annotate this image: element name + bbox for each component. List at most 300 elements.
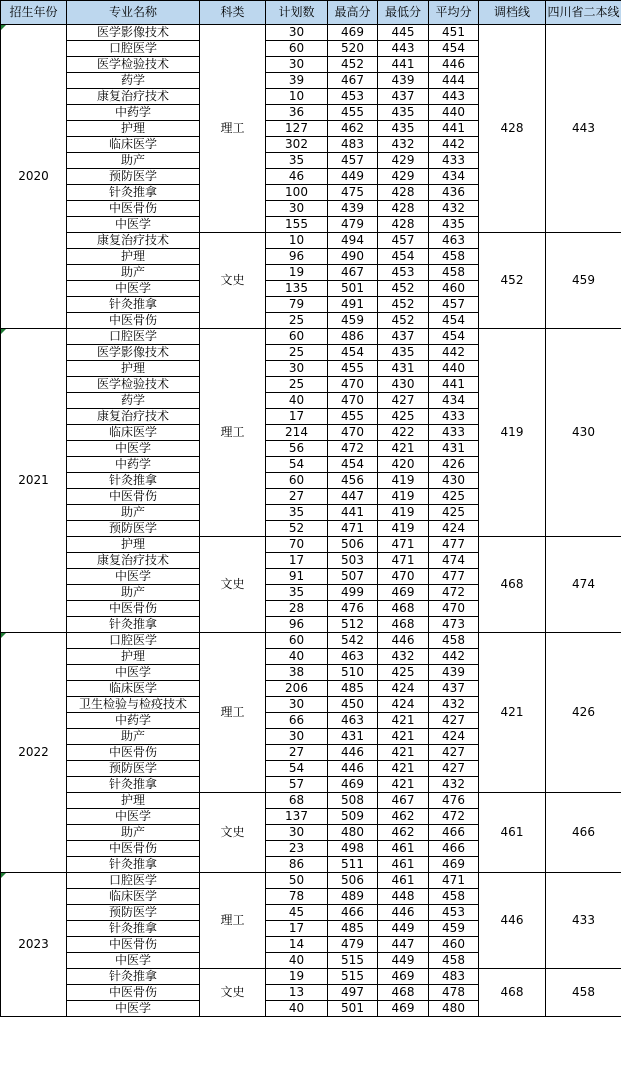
major-cell: 护理 [67,793,200,809]
plan-count-cell: 68 [266,793,328,809]
min-score-cell: 467 [378,793,429,809]
min-score-cell: 431 [378,361,429,377]
major-cell: 中医学 [67,217,200,233]
avg-score-cell: 432 [429,201,479,217]
plan-count-cell: 17 [266,921,328,937]
major-cell: 口腔医学 [67,41,200,57]
avg-score-cell: 441 [429,121,479,137]
min-score-cell: 446 [378,633,429,649]
min-score-cell: 428 [378,217,429,233]
major-cell: 助产 [67,825,200,841]
avg-score-cell: 434 [429,169,479,185]
plan-count-cell: 302 [266,137,328,153]
control-line-cell: 446 [479,873,546,969]
max-score-cell: 511 [328,857,378,873]
max-score-cell: 479 [328,217,378,233]
max-score-cell: 470 [328,393,378,409]
year-cell: 2023 [1,873,67,1017]
major-cell: 针灸推拿 [67,185,200,201]
plan-count-cell: 137 [266,809,328,825]
min-score-cell: 424 [378,697,429,713]
major-cell: 临床医学 [67,137,200,153]
avg-score-cell: 433 [429,153,479,169]
avg-score-cell: 442 [429,137,479,153]
major-cell: 中医学 [67,281,200,297]
table-row [1,25,621,41]
major-cell: 针灸推拿 [67,969,200,985]
plan-count-cell: 38 [266,665,328,681]
min-score-cell: 454 [378,249,429,265]
subject-cell: 文史 [200,537,266,633]
plan-count-cell: 96 [266,617,328,633]
major-cell: 针灸推拿 [67,297,200,313]
min-score-cell: 448 [378,889,429,905]
max-score-cell: 490 [328,249,378,265]
max-score-cell: 497 [328,985,378,1001]
major-cell: 护理 [67,361,200,377]
avg-score-cell: 446 [429,57,479,73]
major-cell: 预防医学 [67,521,200,537]
min-score-cell: 449 [378,921,429,937]
min-score-cell: 445 [378,25,429,41]
avg-score-cell: 444 [429,73,479,89]
plan-count-cell: 30 [266,25,328,41]
plan-count-cell: 45 [266,905,328,921]
min-score-cell: 429 [378,153,429,169]
avg-score-cell: 474 [429,553,479,569]
table-row [1,537,621,553]
avg-score-cell: 458 [429,265,479,281]
max-score-cell: 542 [328,633,378,649]
plan-count-cell: 206 [266,681,328,697]
control-line-cell: 428 [479,25,546,233]
header-major: 专业名称 [67,1,200,25]
major-cell: 卫生检验与检疫技术 [67,697,200,713]
plan-count-cell: 91 [266,569,328,585]
plan-count-cell: 56 [266,441,328,457]
min-score-cell: 432 [378,649,429,665]
avg-score-cell: 441 [429,377,479,393]
min-score-cell: 446 [378,905,429,921]
avg-score-cell: 442 [429,345,479,361]
major-cell: 口腔医学 [67,329,200,345]
max-score-cell: 501 [328,1001,378,1017]
min-score-cell: 421 [378,441,429,457]
plan-count-cell: 25 [266,313,328,329]
control-line-cell: 461 [479,793,546,873]
control-line-cell: 468 [479,969,546,1017]
major-cell: 助产 [67,153,200,169]
min-score-cell: 469 [378,1001,429,1017]
min-score-cell: 419 [378,521,429,537]
max-score-cell: 507 [328,569,378,585]
year-cell: 2021 [1,329,67,633]
plan-count-cell: 25 [266,345,328,361]
avg-score-cell: 459 [429,921,479,937]
max-score-cell: 453 [328,89,378,105]
subject-cell: 文史 [200,793,266,873]
plan-count-cell: 52 [266,521,328,537]
max-score-cell: 459 [328,313,378,329]
avg-score-cell: 443 [429,89,479,105]
major-cell: 临床医学 [67,681,200,697]
plan-count-cell: 30 [266,729,328,745]
province-line-cell: 466 [546,793,621,873]
avg-score-cell: 454 [429,313,479,329]
avg-score-cell: 451 [429,25,479,41]
major-cell: 中医学 [67,1001,200,1017]
header-max-score: 最高分 [328,1,378,25]
plan-count-cell: 214 [266,425,328,441]
plan-count-cell: 135 [266,281,328,297]
avg-score-cell: 436 [429,185,479,201]
province-line-cell: 443 [546,25,621,233]
major-cell: 预防医学 [67,905,200,921]
major-cell: 护理 [67,649,200,665]
avg-score-cell: 434 [429,393,479,409]
major-cell: 中药学 [67,713,200,729]
avg-score-cell: 476 [429,793,479,809]
avg-score-cell: 473 [429,617,479,633]
min-score-cell: 470 [378,569,429,585]
avg-score-cell: 431 [429,441,479,457]
plan-count-cell: 28 [266,601,328,617]
max-score-cell: 509 [328,809,378,825]
min-score-cell: 429 [378,169,429,185]
major-cell: 康复治疗技术 [67,553,200,569]
header-subject: 科类 [200,1,266,25]
min-score-cell: 421 [378,745,429,761]
min-score-cell: 439 [378,73,429,89]
subject-cell: 理工 [200,873,266,969]
major-cell: 中医骨伤 [67,985,200,1001]
major-cell: 口腔医学 [67,633,200,649]
max-score-cell: 498 [328,841,378,857]
max-score-cell: 472 [328,441,378,457]
subject-cell: 理工 [200,633,266,793]
plan-count-cell: 35 [266,585,328,601]
avg-score-cell: 425 [429,489,479,505]
max-score-cell: 457 [328,153,378,169]
avg-score-cell: 435 [429,217,479,233]
avg-score-cell: 427 [429,745,479,761]
control-line-cell: 419 [479,329,546,537]
table-row [1,233,621,249]
avg-score-cell: 426 [429,457,479,473]
min-score-cell: 435 [378,105,429,121]
plan-count-cell: 30 [266,57,328,73]
major-cell: 针灸推拿 [67,857,200,873]
plan-count-cell: 30 [266,201,328,217]
max-score-cell: 431 [328,729,378,745]
max-score-cell: 515 [328,969,378,985]
province-line-cell: 426 [546,633,621,793]
max-score-cell: 446 [328,745,378,761]
major-cell: 护理 [67,249,200,265]
plan-count-cell: 40 [266,1001,328,1017]
plan-count-cell: 40 [266,649,328,665]
avg-score-cell: 478 [429,985,479,1001]
major-cell: 康复治疗技术 [67,89,200,105]
major-cell: 药学 [67,393,200,409]
max-score-cell: 520 [328,41,378,57]
plan-count-cell: 14 [266,937,328,953]
plan-count-cell: 46 [266,169,328,185]
major-cell: 针灸推拿 [67,617,200,633]
max-score-cell: 454 [328,457,378,473]
avg-score-cell: 472 [429,809,479,825]
avg-score-cell: 457 [429,297,479,313]
max-score-cell: 494 [328,233,378,249]
major-cell: 中医学 [67,953,200,969]
avg-score-cell: 454 [429,41,479,57]
major-cell: 中医学 [67,809,200,825]
min-score-cell: 419 [378,505,429,521]
major-cell: 中医骨伤 [67,489,200,505]
max-score-cell: 501 [328,281,378,297]
min-score-cell: 419 [378,473,429,489]
avg-score-cell: 458 [429,889,479,905]
max-score-cell: 463 [328,713,378,729]
avg-score-cell: 425 [429,505,479,521]
plan-count-cell: 50 [266,873,328,889]
max-score-cell: 499 [328,585,378,601]
avg-score-cell: 442 [429,649,479,665]
max-score-cell: 441 [328,505,378,521]
avg-score-cell: 477 [429,537,479,553]
min-score-cell: 469 [378,969,429,985]
major-cell: 助产 [67,585,200,601]
max-score-cell: 491 [328,297,378,313]
subject-cell: 文史 [200,233,266,329]
max-score-cell: 446 [328,761,378,777]
min-score-cell: 453 [378,265,429,281]
plan-count-cell: 19 [266,969,328,985]
major-cell: 药学 [67,73,200,89]
min-score-cell: 461 [378,873,429,889]
major-cell: 医学检验技术 [67,57,200,73]
max-score-cell: 450 [328,697,378,713]
header-control-line: 调档线 [479,1,546,25]
max-score-cell: 485 [328,681,378,697]
avg-score-cell: 471 [429,873,479,889]
avg-score-cell: 433 [429,425,479,441]
avg-score-cell: 440 [429,361,479,377]
plan-count-cell: 100 [266,185,328,201]
min-score-cell: 452 [378,297,429,313]
major-cell: 中医骨伤 [67,201,200,217]
avg-score-cell: 483 [429,969,479,985]
avg-score-cell: 466 [429,825,479,841]
major-cell: 康复治疗技术 [67,409,200,425]
min-score-cell: 468 [378,617,429,633]
avg-score-cell: 460 [429,281,479,297]
min-score-cell: 421 [378,729,429,745]
plan-count-cell: 10 [266,89,328,105]
plan-count-cell: 40 [266,393,328,409]
major-cell: 中医学 [67,569,200,585]
major-cell: 中医骨伤 [67,313,200,329]
max-score-cell: 439 [328,201,378,217]
major-cell: 预防医学 [67,761,200,777]
avg-score-cell: 424 [429,521,479,537]
min-score-cell: 468 [378,601,429,617]
plan-count-cell: 30 [266,361,328,377]
year-cell: 2022 [1,633,67,873]
max-score-cell: 503 [328,553,378,569]
min-score-cell: 435 [378,345,429,361]
avg-score-cell: 469 [429,857,479,873]
plan-count-cell: 25 [266,377,328,393]
table-row [1,793,621,809]
max-score-cell: 467 [328,73,378,89]
min-score-cell: 427 [378,393,429,409]
avg-score-cell: 432 [429,697,479,713]
min-score-cell: 425 [378,665,429,681]
avg-score-cell: 424 [429,729,479,745]
min-score-cell: 419 [378,489,429,505]
max-score-cell: 469 [328,777,378,793]
plan-count-cell: 60 [266,633,328,649]
min-score-cell: 447 [378,937,429,953]
avg-score-cell: 466 [429,841,479,857]
avg-score-cell: 433 [429,409,479,425]
header-avg-score: 平均分 [429,1,479,25]
major-cell: 中医骨伤 [67,841,200,857]
plan-count-cell: 60 [266,41,328,57]
max-score-cell: 486 [328,329,378,345]
min-score-cell: 437 [378,89,429,105]
max-score-cell: 449 [328,169,378,185]
max-score-cell: 476 [328,601,378,617]
control-line-cell: 452 [479,233,546,329]
plan-count-cell: 54 [266,761,328,777]
min-score-cell: 452 [378,281,429,297]
avg-score-cell: 463 [429,233,479,249]
min-score-cell: 462 [378,825,429,841]
min-score-cell: 421 [378,777,429,793]
max-score-cell: 463 [328,649,378,665]
major-cell: 针灸推拿 [67,473,200,489]
subject-cell: 文史 [200,969,266,1017]
min-score-cell: 471 [378,537,429,553]
major-cell: 中药学 [67,105,200,121]
min-score-cell: 461 [378,841,429,857]
max-score-cell: 508 [328,793,378,809]
header-plan-count: 计划数 [266,1,328,25]
min-score-cell: 443 [378,41,429,57]
major-cell: 康复治疗技术 [67,233,200,249]
min-score-cell: 471 [378,553,429,569]
major-cell: 中医骨伤 [67,937,200,953]
plan-count-cell: 155 [266,217,328,233]
plan-count-cell: 78 [266,889,328,905]
plan-count-cell: 36 [266,105,328,121]
major-cell: 助产 [67,265,200,281]
min-score-cell: 421 [378,713,429,729]
table-row [1,969,621,985]
min-score-cell: 425 [378,409,429,425]
header-row [1,1,621,25]
major-cell: 护理 [67,537,200,553]
plan-count-cell: 10 [266,233,328,249]
max-score-cell: 506 [328,873,378,889]
max-score-cell: 467 [328,265,378,281]
avg-score-cell: 472 [429,585,479,601]
avg-score-cell: 477 [429,569,479,585]
avg-score-cell: 439 [429,665,479,681]
max-score-cell: 510 [328,665,378,681]
max-score-cell: 455 [328,105,378,121]
avg-score-cell: 427 [429,761,479,777]
plan-count-cell: 57 [266,777,328,793]
major-cell: 针灸推拿 [67,921,200,937]
max-score-cell: 456 [328,473,378,489]
max-score-cell: 506 [328,537,378,553]
min-score-cell: 424 [378,681,429,697]
plan-count-cell: 30 [266,697,328,713]
major-cell: 医学影像技术 [67,345,200,361]
min-score-cell: 457 [378,233,429,249]
plan-count-cell: 66 [266,713,328,729]
major-cell: 中医学 [67,665,200,681]
table-row [1,633,621,649]
min-score-cell: 432 [378,137,429,153]
major-cell: 医学检验技术 [67,377,200,393]
major-cell: 医学影像技术 [67,25,200,41]
min-score-cell: 430 [378,377,429,393]
major-cell: 中药学 [67,457,200,473]
major-cell: 中医学 [67,441,200,457]
max-score-cell: 470 [328,425,378,441]
plan-count-cell: 40 [266,953,328,969]
subject-cell: 理工 [200,329,266,537]
avg-score-cell: 458 [429,633,479,649]
min-score-cell: 428 [378,185,429,201]
min-score-cell: 452 [378,313,429,329]
control-line-cell: 468 [479,537,546,633]
avg-score-cell: 440 [429,105,479,121]
major-cell: 口腔医学 [67,873,200,889]
plan-count-cell: 19 [266,265,328,281]
avg-score-cell: 454 [429,329,479,345]
major-cell: 护理 [67,121,200,137]
plan-count-cell: 60 [266,473,328,489]
min-score-cell: 461 [378,857,429,873]
major-cell: 助产 [67,505,200,521]
max-score-cell: 512 [328,617,378,633]
max-score-cell: 485 [328,921,378,937]
plan-count-cell: 79 [266,297,328,313]
major-cell: 预防医学 [67,169,200,185]
plan-count-cell: 35 [266,153,328,169]
plan-count-cell: 86 [266,857,328,873]
plan-count-cell: 39 [266,73,328,89]
subject-cell: 理工 [200,25,266,233]
province-line-cell: 430 [546,329,621,537]
header-year: 招生年份 [1,1,67,25]
province-line-cell: 433 [546,873,621,969]
max-score-cell: 489 [328,889,378,905]
major-cell: 临床医学 [67,889,200,905]
max-score-cell: 515 [328,953,378,969]
header-province-line: 四川省二本线 [546,1,621,25]
max-score-cell: 452 [328,57,378,73]
plan-count-cell: 70 [266,537,328,553]
min-score-cell: 441 [378,57,429,73]
avg-score-cell: 427 [429,713,479,729]
avg-score-cell: 470 [429,601,479,617]
